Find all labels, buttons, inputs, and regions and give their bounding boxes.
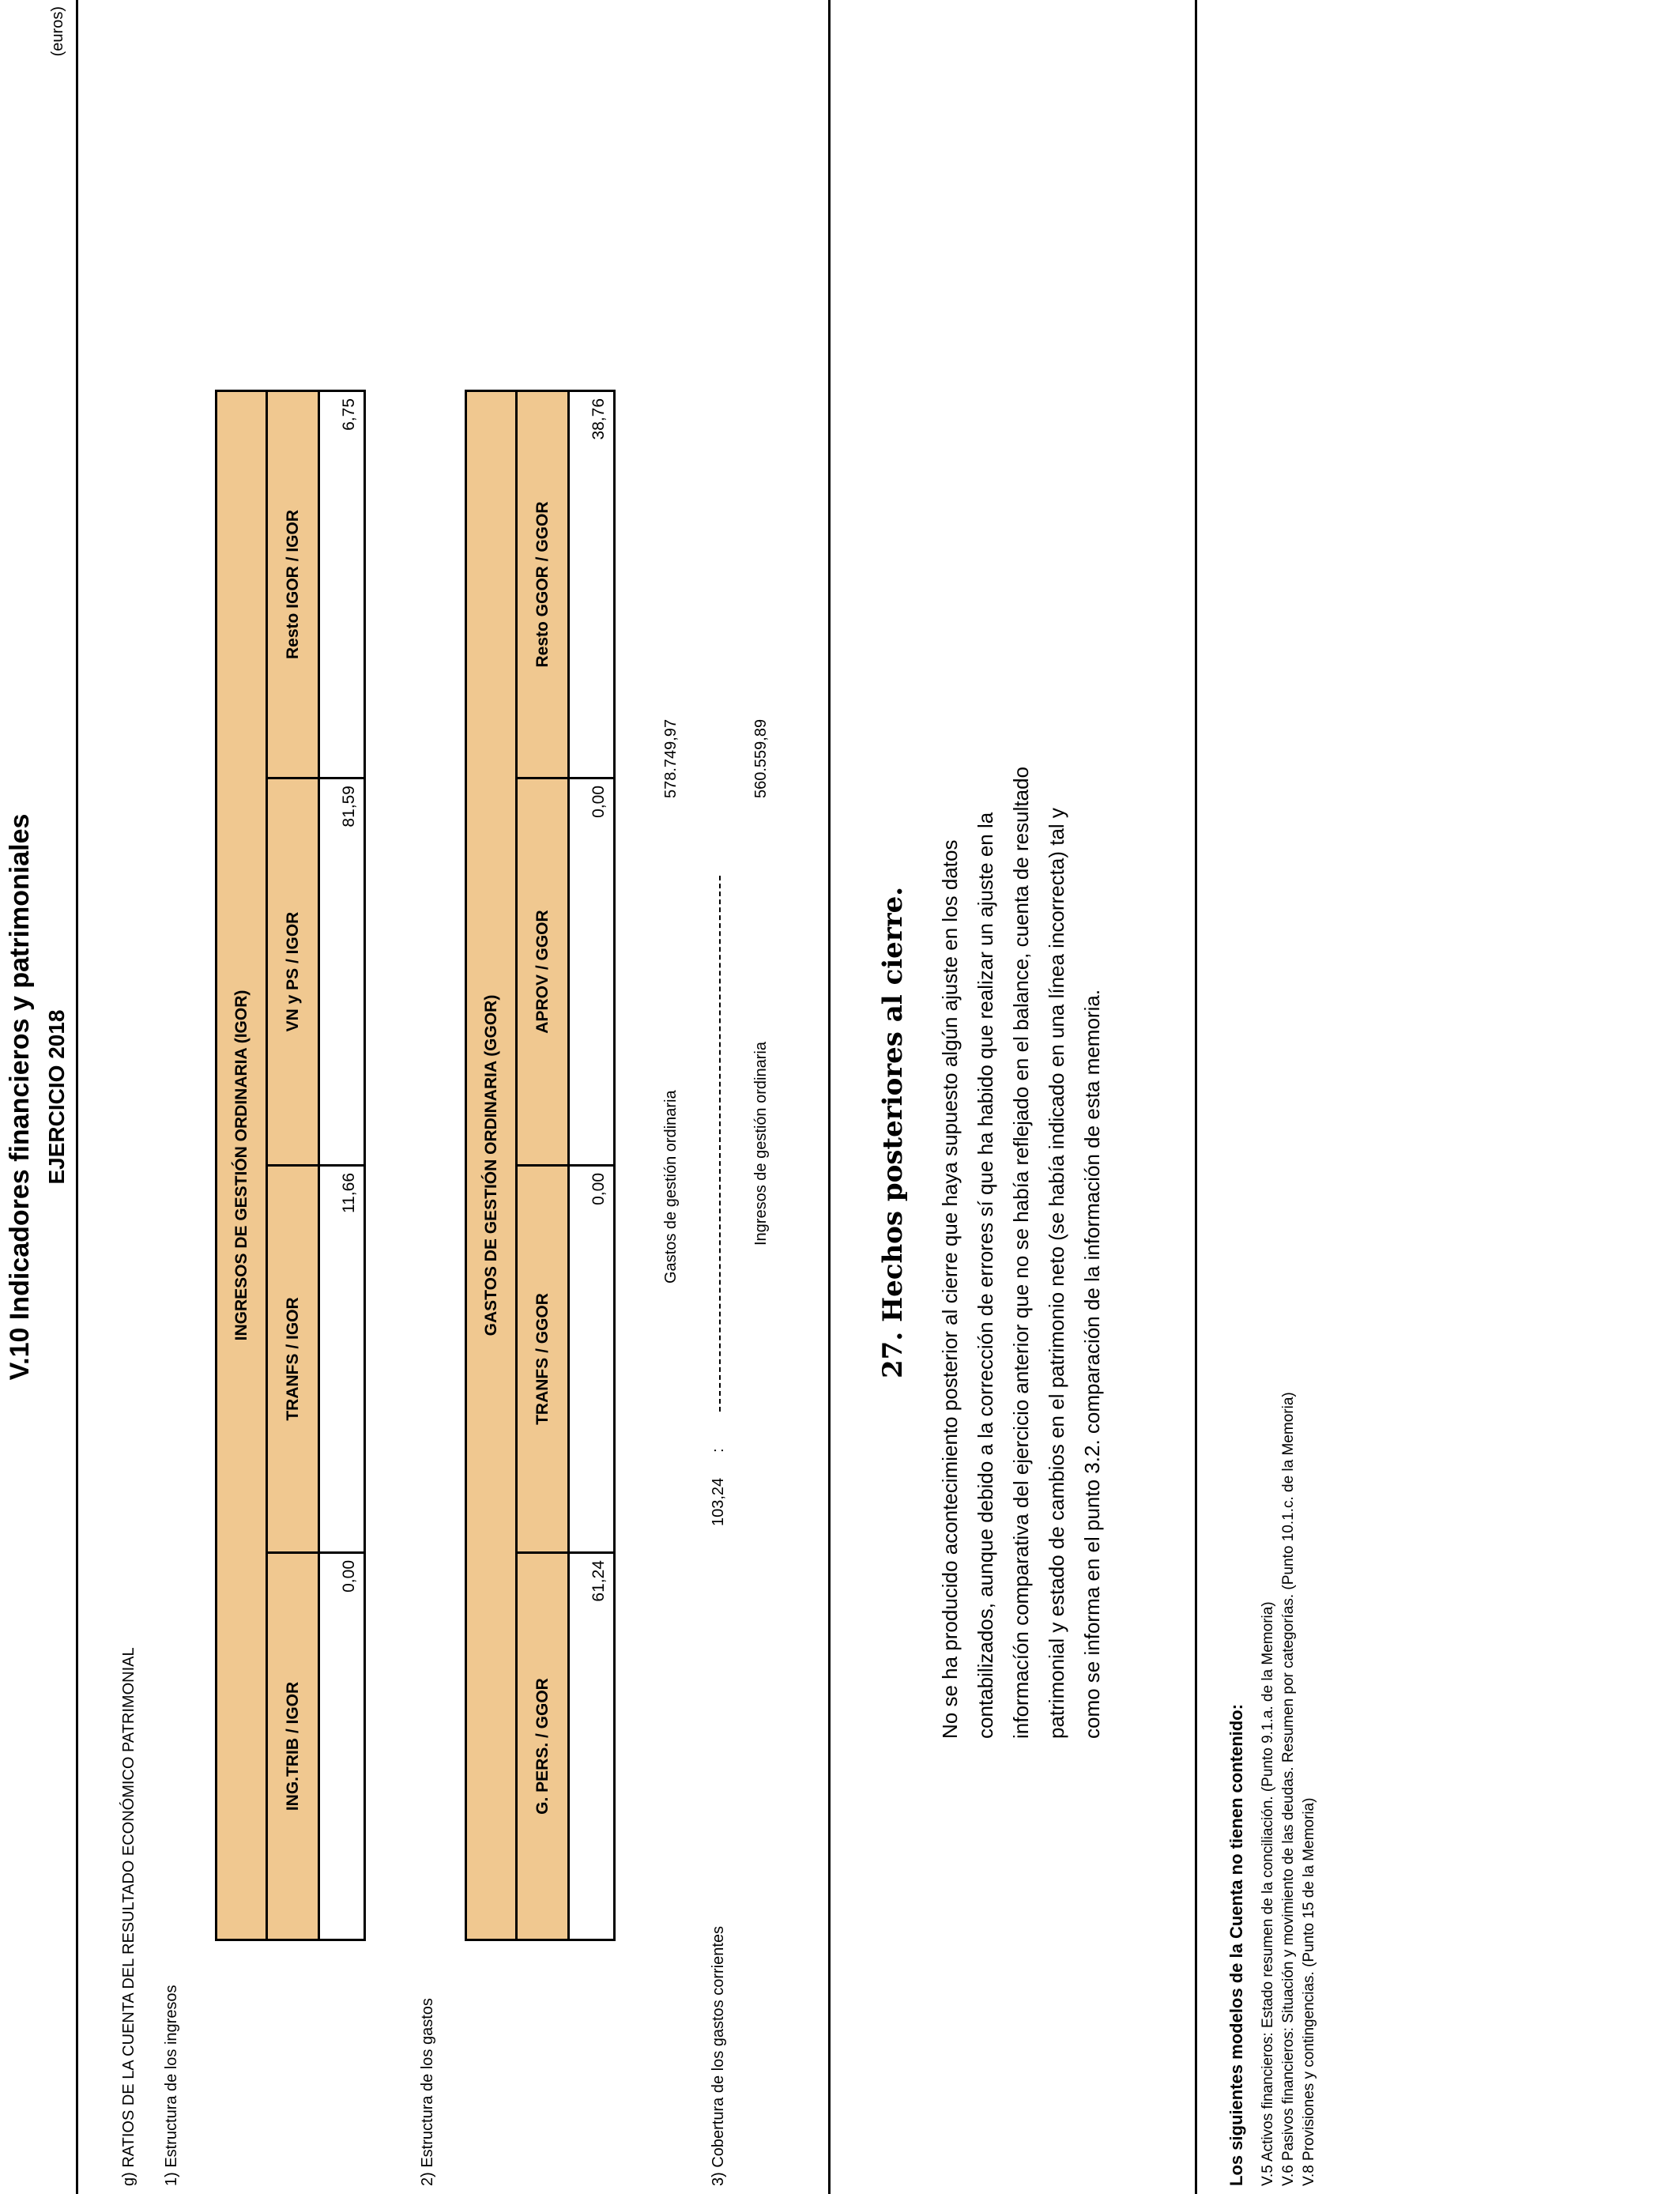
expense-col-tranfs: TRANFS / GGOR	[517, 1166, 569, 1553]
header-divider	[76, 0, 78, 2194]
expense-structure-table	[465, 390, 616, 1941]
coverage-label: 3) Cobertura de los gastos corrientes	[710, 1925, 727, 2186]
page-title: V.10 Indicadores financieros y patrimoniales	[5, 813, 35, 1381]
expense-value-g-pers: 61,24	[569, 1553, 615, 1940]
income-col-vn-ps: VN y PS / IGOR	[267, 778, 319, 1166]
events-line: contabilizados, aunque debido a la corrección de errores sí que ha habido que realizar un ajuste en la	[974, 812, 997, 1739]
income-col-resto: Resto IGOR / IGOR	[267, 391, 319, 778]
note-item: V.5 Activos financieros: Estado resumen de la conciliación. (Punto 9.1.a. de la Memoria)	[1260, 1601, 1276, 2186]
expense-col-g-pers: G. PERS. / GGOR	[517, 1553, 569, 1940]
note-item: V.8 Provisiones y contingencias. (Punto 15 de la Memoria)	[1301, 1797, 1317, 2186]
expense-col-aprov: APROV / GGOR	[517, 778, 569, 1166]
income-value-ing-trib: 0,00	[319, 1553, 365, 1940]
events-line: como se informa en el punto 3.2. comparación de la información de esta memoria.	[1080, 989, 1104, 1739]
events-line: informacíón comparativa del ejercicio anterior que no se había reflejado en el balance, cuenta de resultado	[1009, 767, 1033, 1739]
coverage-fraction-line	[719, 876, 721, 1412]
page-subtitle: EJERCICIO 2018	[44, 1009, 69, 1185]
expense-value-aprov: 0,00	[569, 778, 615, 1166]
income-value-vn-ps: 81,59	[319, 778, 365, 1166]
events-paragraph	[932, 616, 1110, 1739]
coverage-numerator-value: 578.749,97	[662, 718, 680, 798]
coverage-numerator-label: Gastos de gestión ordinaria	[662, 1090, 680, 1284]
income-value-resto: 6,75	[319, 391, 365, 778]
coverage-value: 103,24	[710, 1477, 727, 1526]
expense-table-title: GASTOS DE GESTIÓN ORDINARIA (GGOR)	[466, 390, 517, 1940]
notes-list	[1258, 684, 1320, 2186]
note-item: V.6 Pasivos financieros: Situación y movimiento de las deudas. Resumen por categorías. (Punto 10.1.c. de la Memoria)	[1280, 1392, 1297, 2186]
income-table-title: INGRESOS DE GESTIÓN ORDINARIA (IGOR)	[217, 391, 267, 1940]
notes-title: Los siguientes modelos de la Cuenta no tienen contenido:	[1226, 1704, 1246, 2186]
events-line: patrimonial y estado de cambios en el patrimonio neto (se había indicado en una línea incorrecta) tal y	[1045, 808, 1068, 1739]
income-col-tranfs: TRANFS / IGOR	[267, 1166, 319, 1553]
income-value-tranfs: 11,66	[319, 1166, 365, 1553]
income-structure-label: 1) Estructura de los ingresos	[163, 1985, 180, 2186]
coverage-denominator-value: 560.559,89	[752, 718, 770, 798]
income-col-ing-trib: ING.TRIB / IGOR	[267, 1553, 319, 1940]
income-structure-table	[215, 390, 366, 1941]
events-line: No se ha producido acontecimiento posterior al cierre que haya supuesto algún ajuste en los datos	[938, 839, 962, 1739]
coverage-denominator-label: Ingresos de gestión ordinaria	[752, 1042, 770, 1246]
expense-value-tranfs: 0,00	[569, 1166, 615, 1553]
currency-unit: (euros)	[49, 6, 66, 57]
expense-structure-label: 2) Estructura de los gastos	[419, 1998, 436, 2186]
section-divider-1	[828, 0, 831, 2194]
expense-value-resto: 38,76	[569, 390, 615, 778]
events-heading: 27. Hechos posteriores al cierre.	[877, 886, 909, 1378]
expense-col-resto: Resto GGOR / GGOR	[517, 390, 569, 778]
ratios-section-title: g) RATIOS DE LA CUENTA DEL RESULTADO ECONÓMICO PATRIMONIAL	[120, 1647, 137, 2186]
coverage-separator: :	[710, 1448, 727, 1453]
section-divider-2	[1195, 0, 1197, 2194]
